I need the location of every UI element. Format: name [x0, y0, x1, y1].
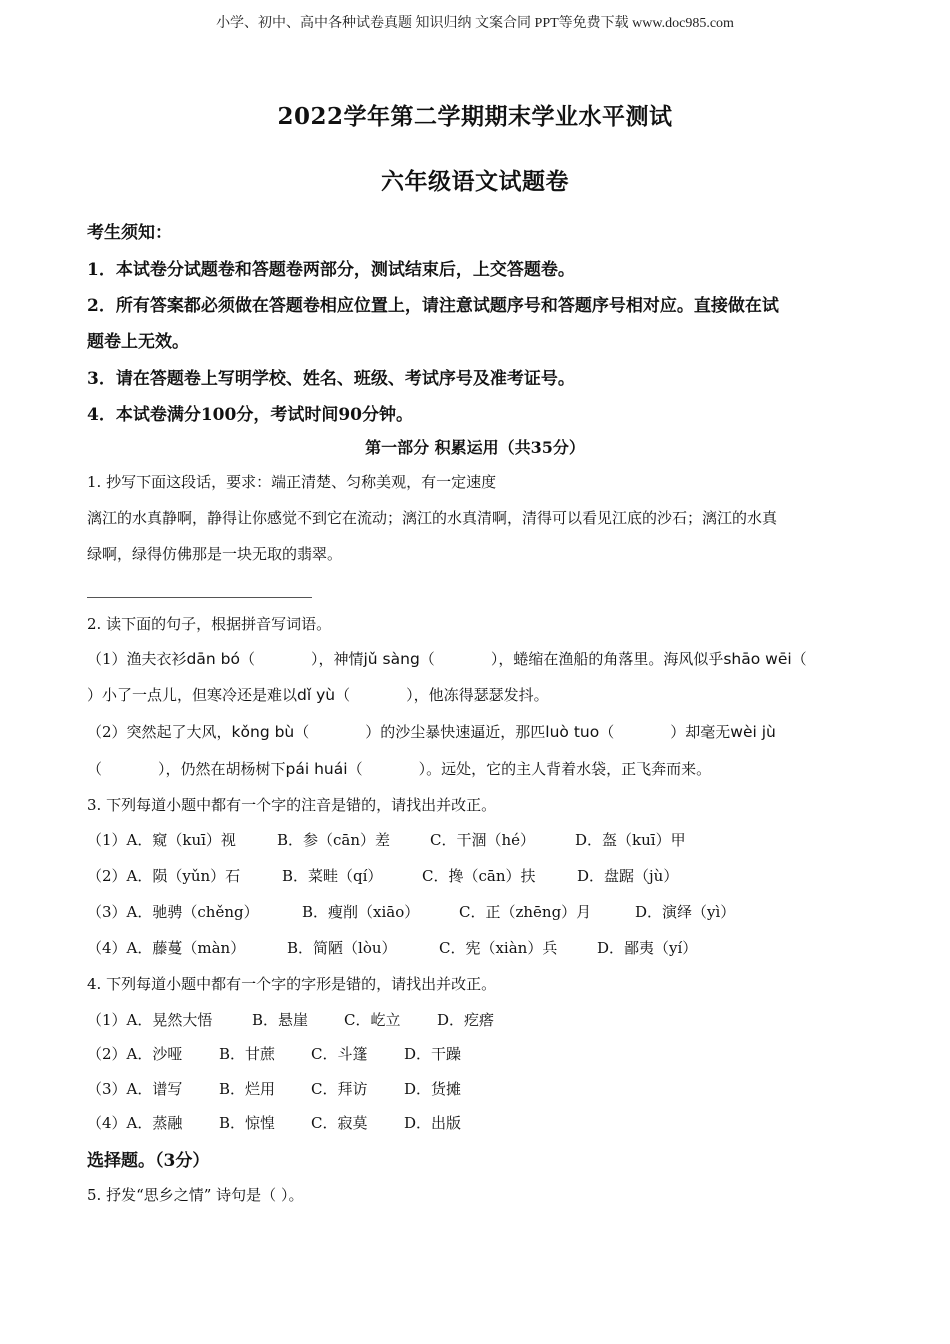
notice-item: 2．所有答案都必须做在答题卷相应位置上，请注意试题序号和答题序号相对应。直接做在试: [87, 296, 779, 316]
exam-title: 2022学年第二学期期末学业水平测试: [277, 103, 673, 130]
exam-subtitle: 六年级语文试题卷: [381, 168, 569, 195]
question-2-line: （ ），仍然在胡杨树下pái huái（ ）。远处，它的主人背着水袋，正飞奔而来。: [87, 760, 712, 778]
notice-item: 题卷上无效。: [87, 332, 189, 352]
notice-item: 4．本试卷满分100分，考试时间90分钟。: [87, 405, 413, 425]
question-5-prompt: 5. 抒发“思乡之情” 诗句是（ ）。: [87, 1186, 304, 1204]
header-banner: 小学、初中、高中各种试卷真题 知识归纳 文案合同 PPT等免费下载 www.doc985.com: [216, 16, 734, 31]
section-heading: 第一部分 积累运用（共35分）: [365, 438, 585, 457]
choice-section-heading: 选择题。（3分）: [87, 1151, 210, 1171]
notice-item: 1．本试卷分试题卷和答题卷两部分，测试结束后，上交答题卷。: [87, 260, 575, 280]
notice-item: 3．请在答题卷上写明学校、姓名、班级、考试序号及准考证号。: [87, 369, 575, 389]
question-3-prompt: 3. 下列每道小题中都有一个字的注音是错的，请找出并改正。: [87, 796, 497, 814]
question-1-text: 绿啊，绿得仿佛那是一块无取的翡翠。: [87, 545, 343, 563]
question-1-text: 漓江的水真静啊，静得让你感觉不到它在流动；漓江的水真清啊，清得可以看见江底的沙石；漓江的水真: [87, 509, 778, 527]
question-2-line: （1）渔夫衣衫dān bó（ ），神情jǔ sàng（ ），蜷缩在渔船的角落里。海风似乎shāo wēi（: [87, 650, 807, 668]
notice-heading: 考生须知：: [87, 223, 172, 243]
question-2-line: ）小了一点儿，但寒冷还是难以dǐ yù（ ），他冻得瑟瑟发抖。: [87, 686, 549, 704]
question-2-prompt: 2. 读下面的句子，根据拼音写词语。: [87, 615, 332, 633]
answer-line: [87, 597, 312, 598]
question-1-prompt: 1. 抄写下面这段话，要求：端正清楚、匀称美观，有一定速度: [87, 473, 497, 491]
exam-page: 小学、初中、高中各种试卷真题 知识归纳 文案合同 PPT等免费下载 www.doc985.com 2022学年第二学期期末学业水平测试 六年级语文试题卷 考生须知： 1．本试卷分试题卷和答题卷两部分，测试结束后，上交答题卷。 2．所有答案都必须做在答题卷相应位置上，请注意试题序号和答题序号相对应。直接做在试 题卷上无效。 3．请在答题卷上写明学校、姓名、班级、考试序号及准考证号。 4．本试卷满分100分，考试时间90分钟。 第一部分 积累运用（共35分） 1. 抄写下面这段话，要求：端正清楚、匀称美观，有一定速度 漓江的水真静啊，静得让你感觉不到它在流动；漓江的水真清啊，清得可以看见江底的沙石；漓江的水真 绿啊，绿得仿佛那是一块无取的翡翠。 2. 读下面的句子，根据拼音写词语。 （1）渔夫衣衫dān bó（ ），神情jǔ sàng（ ），蜷缩在渔船的角落里。海风似乎shāo wēi（ ）小了一点儿，但寒冷还是难以dǐ yù（ ），他冻得瑟瑟发抖。 （2）突然起了大风，kǒng bù（ ）的沙尘暴快速逼近，那匹luò tuo（ ）却毫无wèi jù （ ），仍然在胡杨树下pái huái（ ）。远处，它的主人背着水袋，正飞奔而来。 3. 下列每道小题中都有一个字的注音是错的，请找出并改正。 （1）A．窥（kuī）视 B．参（cān）差 C．干涸（hé） D．盔（kuī）甲 （2）A．陨（yǔn）石 B．菜畦（qí） C．搀（cān）扶 D．盘踞（jù） （3）A．驰骋（chěng） B．瘦削（xiāo） C．正（zhēng）月 D．演绎（yì） （4）A．藤蔓（màn） B．简陋（lòu） C．宪（xiàn）兵 D．鄙夷（yí） 4. 下列每道小题中都有一个字的字形是错的，请找出并改正。 （1）A．晃然大悟 B．悬崖 C．屹立 D．疙瘩 （2）A．沙哑 B．甘蔗 C．斗篷 D．干躁 （3）A．谱写 B．烂用 C．拜访 D．货摊 （4）A．蒸融 B．惊惶 C．寂莫 D．出版 选择题。（3分） 5. 抒发“思乡之情” 诗句是（ ）。: [0, 0, 950, 1344]
question-2-line: （2）突然起了大风，kǒng bù（ ）的沙尘暴快速逼近，那匹luò tuo（ ）却毫无wèi jù: [87, 723, 776, 741]
question-4-prompt: 4. 下列每道小题中都有一个字的字形是错的，请找出并改正。: [87, 975, 497, 993]
